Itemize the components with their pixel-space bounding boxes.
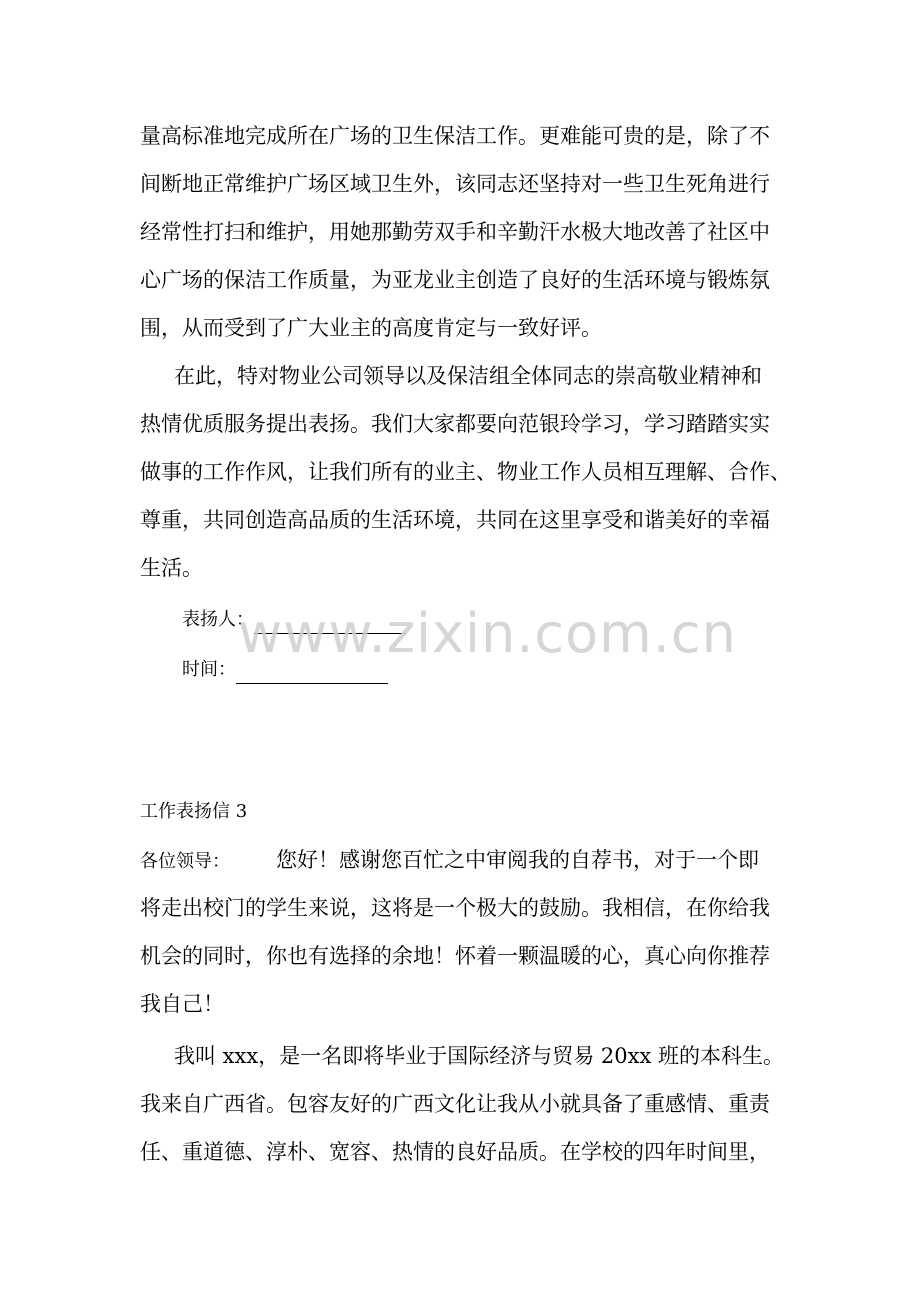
commender-label: 表扬人： [182,609,254,630]
body-text-line: 我叫 xxx，是一名即将毕业于国际经济与贸易 20xx 班的本科生。 [174,1044,784,1068]
body-text-line: 心广场的保洁工作质量，为亚龙业主创造了良好的生活环境与锻炼氛 [140,268,770,292]
section-title: 工作表扬信 3 [140,801,248,822]
body-text-line: 在此，特对物业公司领导以及保洁组全体同志的崇高敬业精神和 [174,364,762,388]
time-blank [236,663,388,684]
body-text-line: 任、重道德、淳朴、宽容、热情的良好品质。在学校的四年时间里， [140,1140,770,1164]
body-text-line: 机会的同时，你也有选择的余地！怀着一颗温暖的心，真心向你推荐 [140,944,770,968]
body-text-line: 间断地正常维护广场区域卫生外，该同志还坚持对一些卫生死角进行 [140,172,770,196]
body-text-line: 做事的工作作风，让我们所有的业主、物业工作人员相互理解、合作、 [140,460,791,484]
body-text-line: 热情优质服务提出表扬。我们大家都要向范银玲学习，学习踏踏实实 [140,412,770,436]
time-label: 时间： [182,659,236,680]
greeting-line [140,846,759,876]
body-text-line: 围，从而受到了广大业主的高度肯定与一致好评。 [140,316,602,340]
body-text-line: 量高标准地完成所在广场的卫生保洁工作。更难能可贵的是，除了不 [140,124,770,148]
body-text-line: 我自己！ [140,992,224,1016]
body-text-line: 尊重，共同创造高品质的生活环境，共同在这里享受和谐美好的幸福 [140,508,770,532]
body-text: 您好！感谢您百忙之中审阅我的自荐书，对于一个即 [276,848,759,872]
body-text-line: 经常性打扫和维护，用她那勤劳双手和辛勤汗水极大地改善了社区中 [140,220,770,244]
body-text-line: 生活。 [140,556,203,580]
body-text-line: 将走出校门的学生来说，这将是一个极大的鼓励。我相信，在你给我 [140,896,770,920]
watermark: www.zixin.com.cn [238,602,737,665]
greeting: 各位领导： [140,851,230,872]
body-text-line: 我来自广西省。包容友好的广西文化让我从小就具备了重感情、重责 [140,1092,770,1116]
